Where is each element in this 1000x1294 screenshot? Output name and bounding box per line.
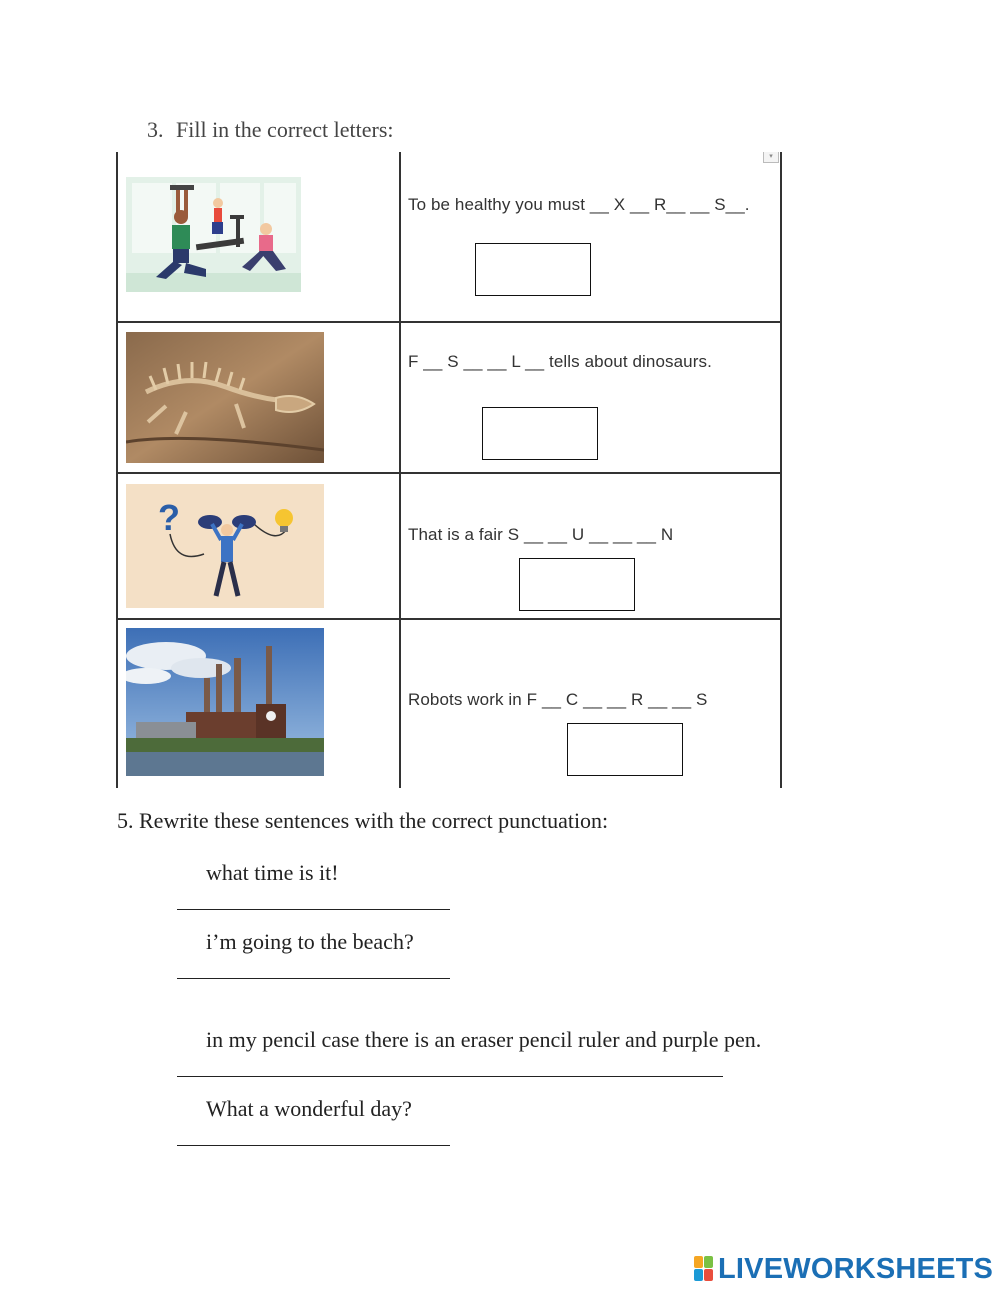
row-3-sentence: That is a fair S __ __ U __ __ __ N	[408, 525, 674, 544]
row-divider	[116, 618, 782, 620]
exercise-image	[126, 177, 301, 292]
liveworksheets-logo	[694, 1253, 993, 1285]
table-border-right	[780, 152, 782, 788]
solution-image	[126, 484, 324, 608]
cell-handle-icon: ▾	[763, 152, 779, 163]
answer-line-1[interactable]	[177, 909, 450, 910]
answer-box-2[interactable]	[482, 407, 598, 460]
logo-text: LIVEWORKSHEETS	[718, 1252, 994, 1285]
answer-box-3[interactable]	[519, 558, 635, 611]
table-divider	[399, 152, 401, 788]
sentence-4: What a wonderful day?	[206, 1096, 412, 1121]
row-2-sentence: F __ S __ __ L __ tells about dinosaurs.	[408, 352, 712, 371]
row-divider	[116, 472, 782, 474]
logo-blocks-icon	[694, 1256, 714, 1282]
sentence-1: what time is it!	[206, 860, 339, 885]
sentence-2: i’m going to the beach?	[206, 929, 414, 954]
answer-box-4[interactable]	[567, 723, 683, 776]
question-3-text: Fill in the correct letters:	[176, 117, 394, 142]
answer-line-3[interactable]	[177, 1076, 723, 1077]
row-1-sentence: To be healthy you must __ X __ R__ __ S__.	[408, 195, 750, 214]
factory-image	[126, 628, 324, 776]
answer-line-2[interactable]	[177, 978, 450, 979]
table-border-left	[116, 152, 118, 788]
question-3-title	[147, 117, 394, 143]
question-5-title: 5. Rewrite these sentences with the correct punctuation:	[117, 808, 609, 833]
svg-text:?: ?	[158, 497, 180, 538]
answer-line-4[interactable]	[177, 1145, 450, 1146]
question-3-number: 3.	[147, 117, 164, 142]
sentence-3: in my pencil case there is an eraser pencil ruler and purple pen.	[206, 1027, 762, 1052]
row-divider	[116, 321, 782, 323]
fossil-image	[126, 332, 324, 463]
row-4-sentence: Robots work in F __ C __ __ R __ __ S	[408, 690, 708, 709]
answer-box-1[interactable]	[475, 243, 591, 296]
